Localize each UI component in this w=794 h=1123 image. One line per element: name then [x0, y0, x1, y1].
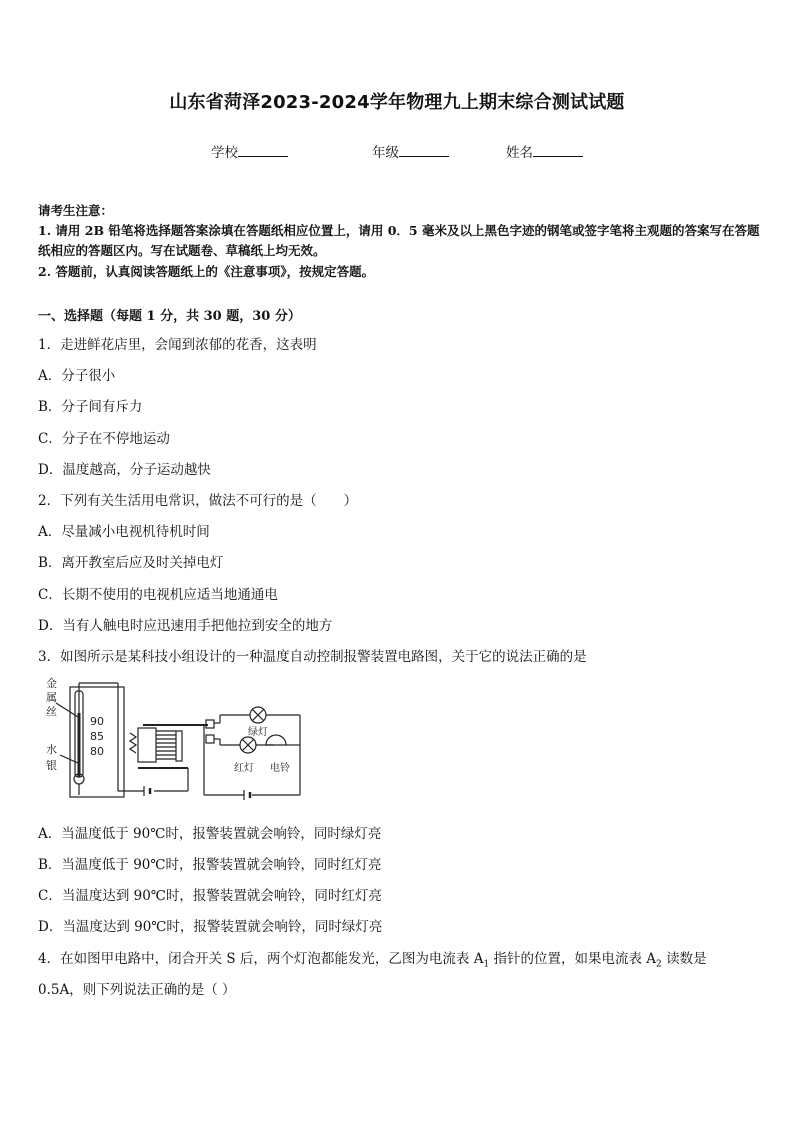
q4-stem: [38, 947, 707, 970]
name-blank[interactable]: [533, 143, 583, 157]
q3-option-c: C．当温度达到 90℃时，报警装置就会响铃，同时红灯亮: [38, 888, 382, 904]
q4-stem-part3: 读数是: [661, 951, 707, 967]
grade-label: 年级: [372, 145, 399, 161]
label-metal-2: 属: [46, 691, 57, 704]
q4-stem-part2: 指针的位置，如果电流表 A: [489, 951, 657, 967]
tick-90: 90: [90, 715, 104, 728]
label-bell: 电铃: [270, 763, 290, 774]
label-metal-1: 金: [46, 677, 57, 690]
label-metal-3: 丝: [46, 705, 57, 718]
relay-coil: [138, 728, 156, 762]
name-label: 姓名: [506, 145, 533, 161]
q4-stem-line2: 0.5A，则下列说法正确的是（ ）: [38, 982, 236, 998]
page-title: 山东省菏泽2023-2024学年物理九上期末综合测试试题: [169, 92, 625, 113]
q1-option-b: B．分子间有斥力: [38, 399, 143, 415]
label-mercury-1: 水: [46, 743, 57, 756]
q3-option-d: D．当温度达到 90℃时，报警装置就会响铃，同时绿灯亮: [38, 919, 383, 935]
q1-option-a: A．分子很小: [38, 368, 116, 384]
name-field: [506, 141, 583, 161]
tick-85: 85: [90, 730, 104, 743]
label-red-lamp: 红灯: [234, 763, 254, 774]
q2-stem: 2．下列有关生活用电常识，做法不可行的是（ ）: [38, 493, 358, 509]
grade-blank[interactable]: [399, 143, 449, 157]
school-field: [211, 141, 288, 161]
school-blank[interactable]: [238, 143, 288, 157]
q3-stem: 3．如图所示是某科技小组设计的一种温度自动控制报警装置电路图，关于它的说法正确的是: [38, 649, 587, 665]
q1-option-d: D．温度越高，分子运动越快: [38, 462, 211, 478]
label-green-lamp: 绿灯: [248, 727, 268, 738]
notice-item-1: 1. 请用 2B 铅笔将选择题答案涂填在答题纸相应位置上，请用 0．5 毫米及以上黑色字迹的钢笔或签字笔将主观题的答案写在答题纸相应的答题区内。写在试题卷、草稿纸上均无效。: [38, 223, 760, 258]
q2-option-d: D．当有人触电时应迅速用手把他拉到安全的地方: [38, 618, 333, 634]
q3-option-b: B．当温度低于 90℃时，报警装置就会响铃，同时红灯亮: [38, 857, 382, 873]
section-heading: 一、选择题（每题 1 分，共 30 题，30 分）: [38, 309, 301, 324]
q2-option-a: A．尽量减小电视机待机时间: [38, 524, 210, 540]
alarm-circuit-diagram: [38, 673, 308, 808]
school-label: 学校: [211, 145, 238, 161]
label-mercury-2: 银: [46, 759, 57, 772]
q4-sub-1: 1: [483, 959, 490, 970]
q4-sub-2: 2: [656, 959, 662, 970]
notice-item-2: 2. 答题前，认真阅读答题纸上的《注意事项》，按规定答题。: [38, 264, 375, 279]
q1-option-c: C．分子在不停地运动: [38, 431, 170, 447]
q2-option-c: C．长期不使用的电视机应适当地通通电: [38, 587, 278, 603]
grade-field: [372, 141, 449, 161]
tick-80: 80: [90, 745, 104, 758]
q4-stem-part1: 4．在如图甲电路中，闭合开关 S 后，两个灯泡都能发光，乙图为电流表 A: [38, 951, 484, 967]
bell-symbol: [266, 735, 286, 745]
q1-stem: 1．走进鲜花店里，会闻到浓郁的花香，这表明: [38, 337, 317, 353]
q3-option-a: A．当温度低于 90℃时，报警装置就会响铃，同时绿灯亮: [38, 826, 382, 842]
q2-option-b: B．离开教室后应及时关掉电灯: [38, 555, 224, 571]
notice-heading: 请考生注意：: [38, 203, 114, 218]
